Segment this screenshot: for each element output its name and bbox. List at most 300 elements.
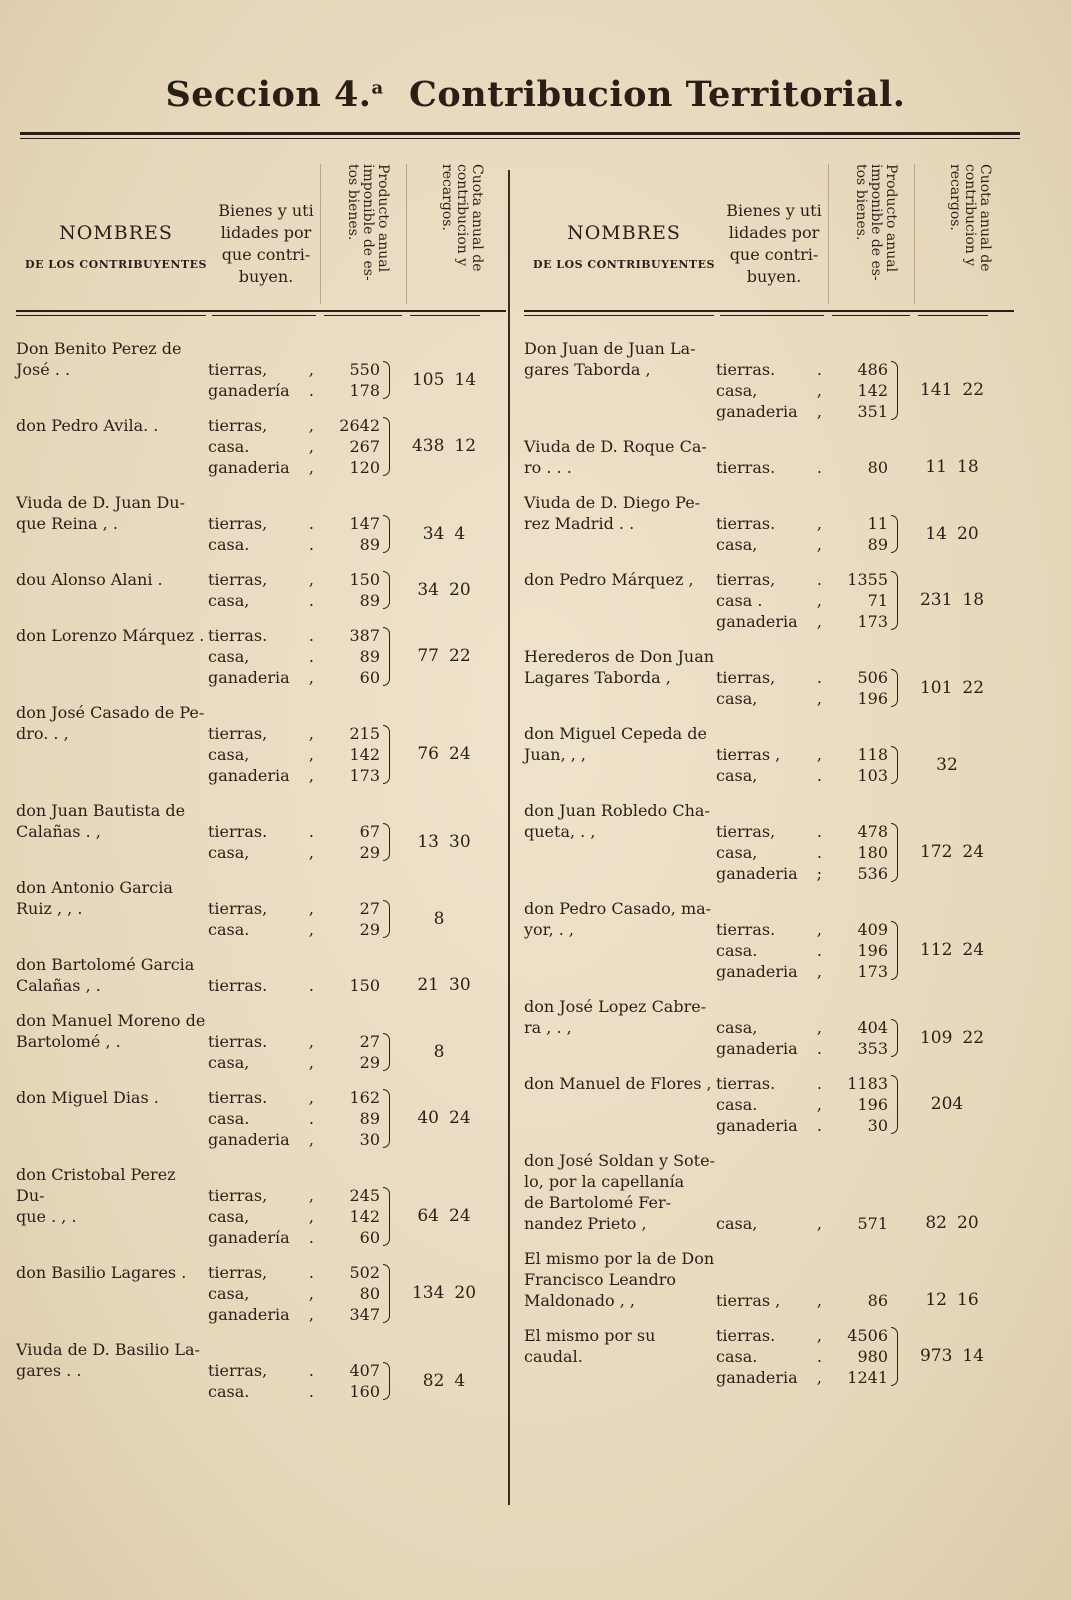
property-mark: , bbox=[816, 381, 822, 400]
header-vline bbox=[320, 164, 321, 304]
property-mark: . bbox=[816, 843, 822, 862]
spacer bbox=[828, 898, 888, 919]
cuota-value bbox=[396, 1339, 492, 1402]
contributor-name-line: gares Taborda , bbox=[524, 360, 651, 379]
producto-value: 27 bbox=[359, 899, 380, 918]
contributor-name-line: Don Juan de Juan La- bbox=[524, 339, 696, 358]
producto-value: 173 bbox=[857, 612, 888, 631]
spacer bbox=[320, 1010, 380, 1031]
contributor-name-line: Herederos de Don Juan bbox=[524, 647, 715, 666]
producto-value: 60 bbox=[359, 1228, 380, 1247]
contributor-name-line: don Bartolomé Garcia bbox=[16, 955, 195, 974]
property-name: casa. bbox=[208, 1382, 250, 1401]
brace bbox=[890, 1248, 904, 1311]
property-list bbox=[208, 1010, 320, 1073]
producto-value: 196 bbox=[857, 941, 888, 960]
property-mark: . bbox=[308, 591, 314, 610]
cuota-maravedis: 22 bbox=[962, 1027, 985, 1048]
brace-mark bbox=[891, 361, 898, 420]
property-name: casa, bbox=[716, 1214, 758, 1233]
property-mark: , bbox=[816, 962, 822, 981]
producto-value: 2642 bbox=[339, 416, 380, 435]
producto-value: 980 bbox=[857, 1347, 888, 1366]
contributor-name bbox=[524, 898, 716, 982]
producto-value: 4506 bbox=[847, 1326, 888, 1345]
contributor-name-line: don Antonio Garcia bbox=[16, 878, 173, 897]
property-name: tierras. bbox=[208, 1088, 268, 1107]
cuota-reales: 231 bbox=[919, 590, 953, 610]
property-name: tierras, bbox=[208, 1263, 268, 1282]
cuota-reales: 8 bbox=[433, 908, 445, 929]
producto-value: 215 bbox=[349, 724, 380, 743]
property-name: tierras, bbox=[208, 1186, 268, 1205]
spacer bbox=[208, 1164, 320, 1185]
contributor-name-line: lo, por la capellanía bbox=[524, 1172, 685, 1191]
producto-value: 502 bbox=[349, 1263, 380, 1282]
property-mark: , bbox=[308, 899, 314, 918]
property-list bbox=[716, 1325, 828, 1388]
property-mark: , bbox=[308, 668, 314, 687]
contributor-name-line: dou Alonso Alani . bbox=[16, 570, 163, 589]
property-item bbox=[716, 863, 828, 884]
property-item bbox=[716, 961, 828, 982]
producto-values bbox=[828, 338, 890, 422]
table-row bbox=[524, 436, 1014, 478]
producto-value: 387 bbox=[349, 626, 380, 645]
producto-value: 351 bbox=[857, 402, 888, 421]
property-item bbox=[208, 1283, 320, 1304]
property-name: tierras, bbox=[208, 1361, 268, 1380]
contributor-name-line: de Bartolomé Fer- bbox=[524, 1193, 672, 1212]
spacer bbox=[828, 1171, 888, 1192]
cuota-value bbox=[396, 800, 492, 863]
cuota-maravedis: 20 bbox=[957, 1213, 979, 1233]
table-row bbox=[524, 996, 1014, 1059]
spacer bbox=[828, 723, 888, 744]
property-item bbox=[716, 1073, 828, 1094]
producto-values bbox=[828, 1248, 890, 1311]
right-entries bbox=[524, 338, 1014, 1388]
brace bbox=[890, 1325, 904, 1388]
property-name: casa. bbox=[716, 1347, 758, 1366]
cuota-maravedis: 12 bbox=[454, 436, 477, 456]
cuota-reales: 34 bbox=[422, 523, 445, 544]
producto-values bbox=[828, 1150, 890, 1234]
header-names-line1: NOMBRES bbox=[567, 222, 681, 244]
producto-values bbox=[320, 625, 382, 688]
property-mark: . bbox=[308, 514, 314, 533]
producto-value: 409 bbox=[857, 920, 888, 939]
contributor-name bbox=[524, 1150, 716, 1234]
cuota-reales: 40 bbox=[417, 1108, 439, 1128]
property-name: casa, bbox=[716, 535, 758, 554]
table-row bbox=[16, 415, 506, 478]
property-item bbox=[716, 359, 828, 380]
property-mark: , bbox=[308, 360, 314, 379]
contributor-name-line: Ruiz , , . bbox=[16, 899, 83, 918]
contributor-name bbox=[524, 436, 716, 478]
spacer bbox=[828, 646, 888, 667]
property-mark: , bbox=[308, 1284, 314, 1303]
spacer bbox=[208, 1010, 320, 1031]
property-mark: . bbox=[308, 1228, 314, 1247]
property-item bbox=[208, 436, 320, 457]
table-row bbox=[524, 338, 1014, 422]
table-row bbox=[16, 800, 506, 863]
cuota-value bbox=[904, 723, 1000, 786]
property-list bbox=[716, 1248, 828, 1311]
property-item bbox=[208, 842, 320, 863]
property-item bbox=[208, 646, 320, 667]
table-row bbox=[16, 954, 506, 996]
property-mark: , bbox=[816, 1095, 822, 1114]
contributor-name-line: don Juan Robledo Cha- bbox=[524, 801, 710, 820]
cuota-reales: 76 bbox=[417, 744, 439, 764]
producto-value: 353 bbox=[857, 1039, 888, 1058]
contributor-name-line: don Lorenzo Márquez . bbox=[16, 626, 205, 645]
producto-value: 142 bbox=[349, 745, 380, 764]
producto-values bbox=[320, 1010, 382, 1073]
producto-value: 30 bbox=[867, 1116, 888, 1135]
cuota-value bbox=[904, 800, 1000, 884]
property-list bbox=[716, 646, 828, 709]
table-row bbox=[16, 625, 506, 688]
cuota-reales: 32 bbox=[936, 754, 958, 775]
property-item bbox=[716, 1325, 828, 1346]
producto-value: 142 bbox=[857, 381, 888, 400]
property-list bbox=[208, 415, 320, 478]
property-name: tierras, bbox=[208, 570, 268, 589]
contributor-name bbox=[524, 569, 716, 632]
spacer bbox=[716, 996, 828, 1017]
producto-value: 196 bbox=[857, 1095, 888, 1114]
header-names-line1: NOMBRES bbox=[59, 222, 173, 244]
property-item bbox=[208, 513, 320, 534]
table-row bbox=[16, 1339, 506, 1402]
brace bbox=[382, 1031, 396, 1073]
producto-values bbox=[828, 1325, 890, 1388]
property-name: tierras , bbox=[716, 745, 781, 764]
cuota-maravedis: 16 bbox=[957, 1290, 979, 1310]
brace-mark bbox=[383, 417, 390, 476]
property-list bbox=[208, 877, 320, 940]
spacer bbox=[828, 1269, 888, 1290]
producto-value: 162 bbox=[349, 1088, 380, 1107]
producto-values bbox=[828, 996, 890, 1059]
brace-mark bbox=[383, 725, 390, 784]
header-bienes-line: lidades por bbox=[728, 223, 820, 242]
brace bbox=[382, 1087, 396, 1150]
property-item bbox=[716, 765, 828, 786]
property-item bbox=[716, 1115, 828, 1136]
contributor-name bbox=[16, 625, 208, 688]
property-mark: , bbox=[816, 1018, 822, 1037]
spacer bbox=[716, 1248, 828, 1269]
header-bienes-line: lidades por bbox=[220, 223, 312, 242]
property-mark: . bbox=[308, 626, 314, 645]
spacer bbox=[828, 996, 888, 1017]
cuota-maravedis: 20 bbox=[957, 523, 979, 544]
brace bbox=[382, 625, 396, 688]
cuota-value bbox=[904, 1150, 1000, 1234]
property-mark: . bbox=[816, 1347, 822, 1366]
brace bbox=[890, 1017, 904, 1059]
property-list bbox=[716, 436, 828, 478]
producto-value: 89 bbox=[359, 1109, 380, 1128]
cuota-value bbox=[904, 1325, 1000, 1388]
property-item bbox=[208, 359, 320, 380]
header-subline bbox=[524, 315, 714, 316]
property-name: tierras. bbox=[716, 360, 776, 379]
cuota-value bbox=[904, 1248, 1000, 1311]
producto-values bbox=[828, 492, 890, 555]
property-mark: , bbox=[816, 514, 822, 533]
table-row bbox=[524, 898, 1014, 982]
property-item bbox=[716, 688, 828, 709]
spacer bbox=[208, 877, 320, 898]
producto-value: 89 bbox=[867, 535, 888, 554]
cuota-reales: 109 bbox=[919, 1027, 953, 1048]
contributor-name-line: don Miguel Dias . bbox=[16, 1088, 159, 1107]
producto-value: 245 bbox=[349, 1186, 380, 1205]
property-name: tierras, bbox=[208, 899, 268, 918]
property-item bbox=[208, 919, 320, 940]
cuota-value bbox=[904, 1073, 1000, 1136]
cuota-maravedis: 24 bbox=[962, 842, 985, 862]
producto-value: 196 bbox=[857, 689, 888, 708]
property-list bbox=[716, 1073, 828, 1136]
property-name: casa. bbox=[716, 941, 758, 960]
table-row bbox=[16, 492, 506, 555]
contributor-name-line: que . , . bbox=[16, 1207, 77, 1226]
contributor-name-line: José . . bbox=[16, 360, 71, 379]
header-cuota bbox=[430, 164, 484, 296]
property-item bbox=[208, 898, 320, 919]
header-cuota-line: Cuota anual de bbox=[469, 164, 485, 272]
cuota-value bbox=[904, 436, 1000, 478]
header-cuota-line: recargos. bbox=[947, 164, 963, 231]
property-name: ganaderia bbox=[208, 1130, 290, 1149]
property-name: tierras. bbox=[208, 626, 268, 645]
producto-value: 571 bbox=[857, 1214, 888, 1233]
producto-value: 103 bbox=[857, 766, 888, 785]
property-name: casa, bbox=[208, 745, 250, 764]
brace-mark bbox=[383, 1187, 390, 1246]
property-name: ganaderia bbox=[716, 1368, 798, 1387]
cuota-reales: 438 bbox=[411, 436, 445, 456]
contributor-name-line: rez Madrid . . bbox=[524, 514, 635, 533]
contributor-name-line: don José Soldan y Sote- bbox=[524, 1151, 715, 1170]
property-item bbox=[208, 667, 320, 688]
cuota-maravedis: 18 bbox=[962, 590, 985, 610]
brace bbox=[382, 1262, 396, 1325]
contributor-name-line: que Reina , . bbox=[16, 514, 118, 533]
cuota-maravedis: 22 bbox=[449, 646, 471, 666]
spacer bbox=[320, 1164, 380, 1185]
cuota-reales: 12 bbox=[925, 1290, 947, 1310]
contributor-name-line: don Juan Bautista de bbox=[16, 801, 186, 820]
producto-value: 89 bbox=[359, 591, 380, 610]
contributor-name-line: Bartolomé , . bbox=[16, 1032, 121, 1051]
property-name: ganaderia bbox=[716, 1116, 798, 1135]
contributor-name-line: Maldonado , , bbox=[524, 1291, 635, 1310]
property-item bbox=[716, 1094, 828, 1115]
cuota-maravedis: 4 bbox=[454, 1370, 466, 1391]
property-mark: . bbox=[816, 360, 822, 379]
header-names bbox=[16, 222, 216, 271]
property-name: tierras, bbox=[208, 514, 268, 533]
property-item bbox=[208, 1087, 320, 1108]
spacer bbox=[320, 800, 380, 821]
cuota-reales: 105 bbox=[411, 369, 445, 390]
cuota-reales: 141 bbox=[919, 380, 953, 400]
table-row bbox=[16, 1010, 506, 1073]
property-list bbox=[716, 338, 828, 422]
property-list bbox=[208, 1339, 320, 1402]
property-item bbox=[716, 513, 828, 534]
contributor-name bbox=[524, 492, 716, 555]
cuota-reales: 34 bbox=[417, 579, 439, 600]
table-row bbox=[524, 1325, 1014, 1388]
producto-value: 120 bbox=[349, 458, 380, 477]
property-mark: . bbox=[816, 1039, 822, 1058]
property-name: casa . bbox=[716, 591, 763, 610]
brace-mark bbox=[383, 1264, 390, 1323]
property-mark: . bbox=[816, 766, 822, 785]
brace bbox=[890, 919, 904, 982]
contributor-name bbox=[524, 723, 716, 786]
property-item bbox=[716, 1346, 828, 1367]
header-names bbox=[524, 222, 724, 271]
property-name: ganadería bbox=[208, 381, 290, 400]
property-item bbox=[716, 611, 828, 632]
header-subline bbox=[212, 315, 316, 316]
property-mark: , bbox=[816, 920, 822, 939]
spacer bbox=[716, 646, 828, 667]
producto-value: 150 bbox=[349, 570, 380, 589]
producto-value: 404 bbox=[857, 1018, 888, 1037]
property-item bbox=[208, 1227, 320, 1248]
header-cuota bbox=[938, 164, 992, 296]
contributor-name bbox=[16, 415, 208, 478]
producto-value: 89 bbox=[359, 535, 380, 554]
brace-mark bbox=[891, 921, 898, 980]
property-name: casa, bbox=[716, 689, 758, 708]
property-mark: , bbox=[816, 1214, 822, 1233]
producto-values bbox=[320, 877, 382, 940]
contributor-name-line: Viuda de D. Juan Du- bbox=[16, 493, 185, 512]
cuota-maravedis: 30 bbox=[449, 831, 471, 852]
contributor-name bbox=[524, 1248, 716, 1311]
property-item bbox=[716, 457, 828, 478]
contributor-name-line: Lagares Taborda , bbox=[524, 668, 671, 687]
property-name: casa, bbox=[208, 843, 250, 862]
table-row bbox=[16, 702, 506, 786]
contributor-name bbox=[524, 1325, 716, 1388]
cuota-value bbox=[396, 954, 492, 996]
property-item bbox=[716, 667, 828, 688]
property-item bbox=[716, 1017, 828, 1038]
property-mark: , bbox=[816, 689, 822, 708]
spacer bbox=[716, 800, 828, 821]
table-row bbox=[16, 338, 506, 401]
contributor-name bbox=[16, 1164, 208, 1248]
property-name: tierras. bbox=[208, 1032, 268, 1051]
contributor-name-line: Viuda de D. Roque Ca- bbox=[524, 437, 707, 456]
cuota-value bbox=[396, 1087, 492, 1150]
producto-value: 173 bbox=[857, 962, 888, 981]
contributor-name bbox=[16, 877, 208, 940]
table-row bbox=[524, 800, 1014, 884]
spacer bbox=[828, 436, 888, 457]
table-row bbox=[524, 723, 1014, 786]
producto-value: 178 bbox=[349, 381, 380, 400]
contributor-name bbox=[16, 492, 208, 555]
header-subline bbox=[918, 315, 988, 316]
producto-value: 142 bbox=[349, 1207, 380, 1226]
property-mark: , bbox=[308, 724, 314, 743]
spacer bbox=[716, 492, 828, 513]
cuota-maravedis: 20 bbox=[449, 579, 471, 600]
header-producto-line: tos bienes. bbox=[345, 164, 361, 241]
producto-value: 267 bbox=[349, 437, 380, 456]
right-table-header bbox=[524, 160, 1014, 312]
property-mark: , bbox=[816, 1291, 822, 1310]
cuota-value bbox=[904, 898, 1000, 982]
cuota-reales: 8 bbox=[433, 1041, 445, 1062]
spacer bbox=[208, 702, 320, 723]
producto-value: 29 bbox=[359, 1053, 380, 1072]
producto-values bbox=[320, 1339, 382, 1402]
contributor-name bbox=[524, 646, 716, 709]
brace bbox=[382, 898, 396, 940]
property-mark: , bbox=[816, 591, 822, 610]
title-seccion: Seccion 4. bbox=[165, 74, 372, 115]
property-name: casa, bbox=[716, 766, 758, 785]
table-row bbox=[16, 1262, 506, 1325]
property-name: tierras, bbox=[716, 668, 776, 687]
producto-values bbox=[828, 800, 890, 884]
property-name: tierras. bbox=[716, 458, 776, 477]
contributor-name bbox=[16, 1010, 208, 1073]
property-mark: . bbox=[308, 822, 314, 841]
brace-mark bbox=[891, 571, 898, 630]
property-list bbox=[208, 702, 320, 786]
contributor-name bbox=[16, 338, 208, 401]
property-list bbox=[208, 1164, 320, 1248]
property-item bbox=[208, 380, 320, 401]
property-mark: , bbox=[308, 1207, 314, 1226]
producto-values bbox=[828, 898, 890, 982]
property-mark: , bbox=[816, 1368, 822, 1387]
producto-value: 180 bbox=[857, 843, 888, 862]
cuota-reales: 21 bbox=[417, 975, 439, 995]
cuota-value bbox=[396, 702, 492, 786]
spacer bbox=[208, 1339, 320, 1360]
header-producto-line: Producto anual bbox=[883, 164, 899, 273]
producto-values bbox=[320, 569, 382, 611]
contributor-name bbox=[16, 954, 208, 996]
property-item bbox=[208, 1052, 320, 1073]
property-item bbox=[716, 590, 828, 611]
cuota-value bbox=[904, 569, 1000, 632]
brace bbox=[890, 667, 904, 709]
property-mark: . bbox=[308, 1361, 314, 1380]
header-cuota-line: Cuota anual de bbox=[977, 164, 993, 272]
contributor-name-line: El mismo por su caudal. bbox=[524, 1326, 656, 1366]
brace bbox=[890, 513, 904, 555]
property-name: casa, bbox=[208, 591, 250, 610]
